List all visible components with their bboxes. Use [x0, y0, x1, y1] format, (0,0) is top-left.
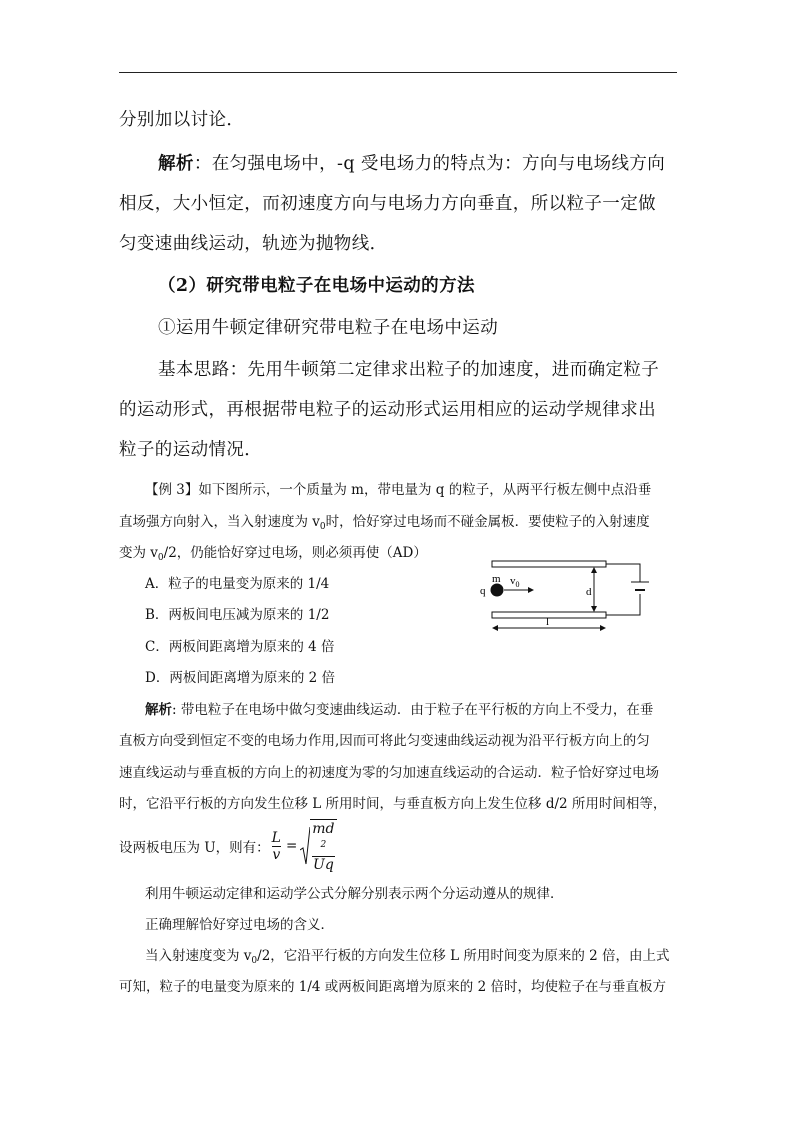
paragraph-line: 的运动形式，再根据带电粒子的运动形式运用相应的运动学规律求出 [119, 400, 656, 420]
top-plate [492, 561, 606, 567]
fraction-numerator: L [271, 829, 281, 846]
analysis-label: 解析 [158, 154, 194, 174]
analysis-line [158, 150, 665, 175]
example-line [119, 541, 427, 563]
answer-line: 直板方向受到恒定不变的电场力作用,因而可将此匀变速曲线运动视为沿平行板方向上的匀 [119, 733, 650, 749]
paragraph-line [145, 944, 670, 966]
fraction-denominator: v [272, 846, 281, 863]
length-label: l [546, 616, 550, 628]
d-arrow-head-up [591, 567, 597, 573]
capacitor-diagram [470, 552, 670, 642]
distance-label: d [586, 586, 592, 598]
example-line [119, 510, 650, 532]
sqrt-fraction [310, 819, 336, 874]
paragraph-line: 基本思路：先用牛顿第二定律求出粒子的加速度，进而确定粒子 [158, 360, 660, 380]
option-c: C．两板间距离增为原来的 4 倍 [145, 639, 335, 655]
option-d: D．两板间距离增为原来的 2 倍 [145, 670, 335, 686]
subscript: 0 [251, 956, 258, 966]
subscript: 0 [319, 522, 326, 532]
velocity-arrow-head [528, 587, 534, 593]
example-text: 直场强方向射入，当入射速度为 v [119, 514, 320, 530]
header-rule [119, 72, 677, 73]
analysis-text: ：在匀强电场中，-q 受电场力的特点为：方向与电场线方向 [193, 154, 666, 174]
length-arrow-head-right [600, 625, 606, 631]
particle-icon [491, 584, 504, 597]
answer-line: 速直线运动与垂直板的方向上的初速度为零的匀加速直线运动的合运动．粒子恰好穿过电场 [119, 765, 659, 781]
mass-label: m [492, 573, 501, 585]
formula-line [119, 820, 339, 874]
example-text: /2，仍能恰好穿过电场，则必须再使（AD） [163, 545, 427, 561]
example-line: 【例 3】如下图所示，一个质量为 m，带电量为 q 的粒子，从两平行板左侧中点沿垂 [145, 482, 652, 498]
answer-line: 时，它沿平行板的方向发生位移 L 所用时间，与垂直板方向上发生位移 d/2 所用时间相等， [119, 796, 667, 812]
paragraph-text: /2，它沿平行板的方向发生位移 L 所用时间变为原来的 2 倍，由上式 [257, 948, 670, 964]
section-heading: （2）研究带电粒子在电场中运动的方法 [158, 276, 475, 296]
wire-bottom [606, 594, 640, 615]
analysis-line: 匀变速曲线运动，轨迹为抛物线． [119, 234, 388, 254]
velocity-label: $v_0$ [510, 575, 520, 589]
sqrt-denominator: Uq [313, 857, 334, 874]
answer-line [145, 698, 653, 718]
wire-top [606, 564, 640, 582]
equals-sign: = [285, 838, 298, 854]
answer-text: 设两板电压为 U，则有： [119, 840, 270, 856]
paragraph-line: 可知，粒子的电量变为原来的 1/4 或两板间距离增为原来的 2 倍时，均使粒子在与垂直板方 [119, 979, 666, 995]
paragraph-line: 正确理解恰好穿过电场的含义． [145, 917, 334, 933]
answer-label: 解析 [145, 702, 172, 718]
sqrt-icon [300, 826, 310, 866]
paragraph-line: 分别加以讨论． [119, 110, 245, 130]
example-text: 时，恰好穿过电场而不碰金属板．要使粒子的入射速度 [325, 514, 650, 530]
sqrt-numerator: md $^2$ [312, 820, 335, 850]
option-b: B．两板间电压减为原来的 1/2 [145, 607, 330, 623]
option-a: A．粒子的电量变为原来的 1/4 [145, 576, 330, 592]
answer-text: : 带电粒子在电场中做匀变速曲线运动．由于粒子在平行板的方向上不受力，在垂 [172, 702, 654, 718]
d-arrow-head-down [591, 606, 597, 612]
example-text: 变为 v [119, 545, 158, 561]
subsection-heading: ①运用牛顿定律研究带电粒子在电场中运动 [158, 318, 499, 338]
paragraph-text: 当入射速度变为 v [145, 948, 252, 964]
charge-label: q [480, 585, 486, 597]
paragraph-line: 利用牛顿运动定律和运动学公式分解分别表示两个分运动遵从的规律． [145, 886, 564, 902]
formula-fraction [272, 830, 281, 863]
analysis-line: 相反，大小恒定，而初速度方向与电场力方向垂直，所以粒子一定做 [119, 194, 656, 214]
paragraph-line: 粒子的运动情况． [119, 440, 263, 460]
subscript: 0 [157, 553, 164, 563]
length-arrow-head-left [492, 625, 498, 631]
